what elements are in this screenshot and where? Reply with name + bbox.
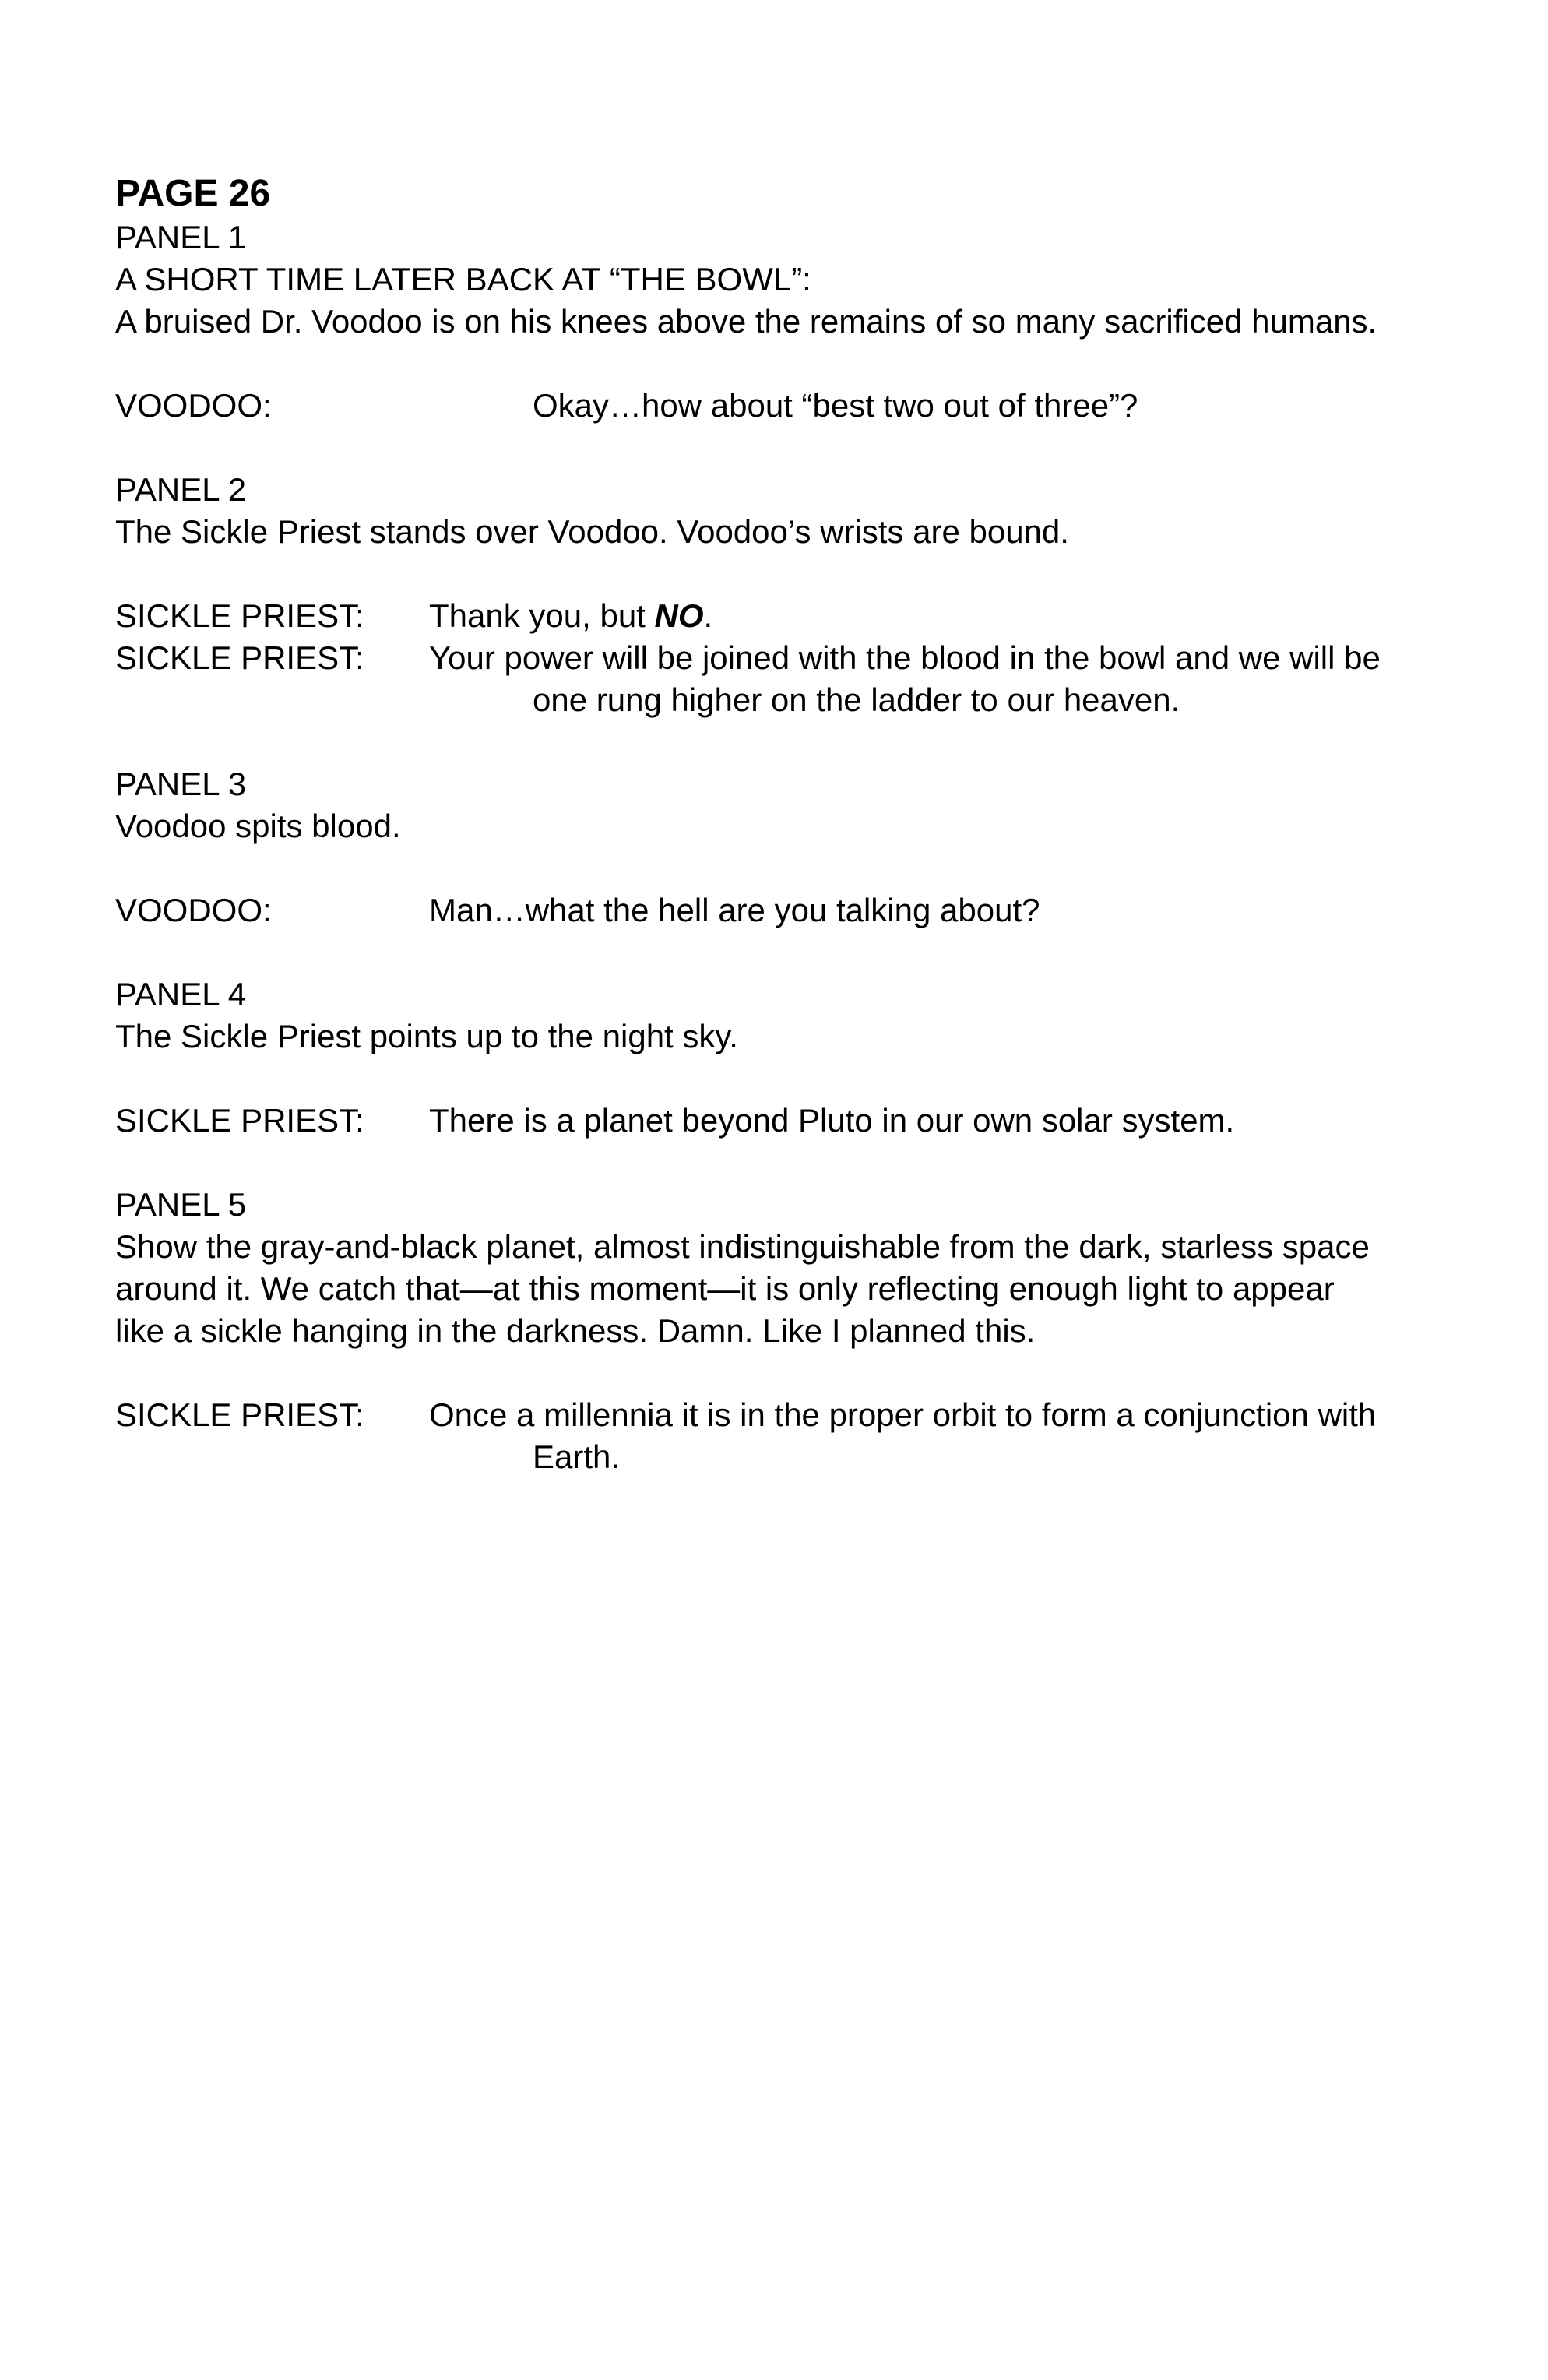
dialogue-text [429, 595, 1486, 637]
panel-description-line: around it. We catch that—at this moment—it is only reflecting enough light to appear [115, 1270, 1335, 1307]
dialogue-line [115, 595, 1486, 637]
dialogue-text: Once a millennia it is in the proper orbit to form a conjunction with [429, 1396, 1377, 1433]
scene-slug: A SHORT TIME LATER BACK AT “THE BOWL”: [115, 261, 811, 298]
dialogue-text: Man…what the hell are you talking about? [429, 892, 1040, 928]
speaker-name: SICKLE PRIEST: [115, 597, 364, 634]
panel-label: PANEL 2 [115, 471, 247, 508]
panel-description-line: Show the gray-and-black planet, almost indistinguishable from the dark, starless space [115, 1228, 1370, 1265]
panel-5 [115, 1184, 1486, 1478]
dialogue-text: Okay…how about “best two out of three”? [533, 387, 1138, 424]
speaker-name: SICKLE PRIEST: [115, 1396, 364, 1433]
script-page [115, 171, 1486, 1478]
panel-2 [115, 469, 1486, 721]
panel-description: The Sickle Priest stands over Voodoo. Voodoo’s wrists are bound. [115, 513, 1069, 550]
dialogue-line [115, 385, 1486, 427]
speaker-name: SICKLE PRIEST: [115, 639, 364, 676]
dialogue-line [115, 637, 1486, 679]
dialogue-line [115, 889, 1486, 931]
page-title: PAGE 26 [115, 173, 271, 214]
panel-description: The Sickle Priest points up to the night sky. [115, 1018, 738, 1054]
panel-4 [115, 973, 1486, 1142]
dialogue-continuation: Earth. [533, 1438, 621, 1475]
speaker-name: VOODOO: [115, 892, 272, 928]
dialogue-text-part: Thank you, but [429, 597, 655, 634]
emphasized-word: NO [654, 597, 704, 634]
speaker-name: SICKLE PRIEST: [115, 1102, 364, 1139]
panel-label: PANEL 3 [115, 766, 247, 802]
panel-description: Voodoo spits blood. [115, 808, 401, 844]
dialogue-text: Your power will be joined with the blood in the bowl and we will be [429, 639, 1381, 676]
dialogue-continuation: one rung higher on the ladder to our heaven. [533, 681, 1180, 718]
panel-label: PANEL 4 [115, 976, 247, 1012]
dialogue-text: There is a planet beyond Pluto in our own solar system. [429, 1102, 1235, 1139]
dialogue-text-part: . [703, 597, 713, 634]
panel-3 [115, 763, 1486, 931]
panel-description-line: like a sickle hanging in the darkness. Damn. Like I planned this. [115, 1312, 1036, 1349]
dialogue-line [115, 1394, 1486, 1436]
panel-label: PANEL 1 [115, 219, 247, 255]
speaker-name: VOODOO: [115, 387, 272, 424]
panel-description: A bruised Dr. Voodoo is on his knees above the remains of so many sacrificed humans. [115, 303, 1377, 340]
dialogue-line [115, 1100, 1486, 1142]
panel-1 [115, 217, 1486, 427]
panel-label: PANEL 5 [115, 1186, 247, 1223]
